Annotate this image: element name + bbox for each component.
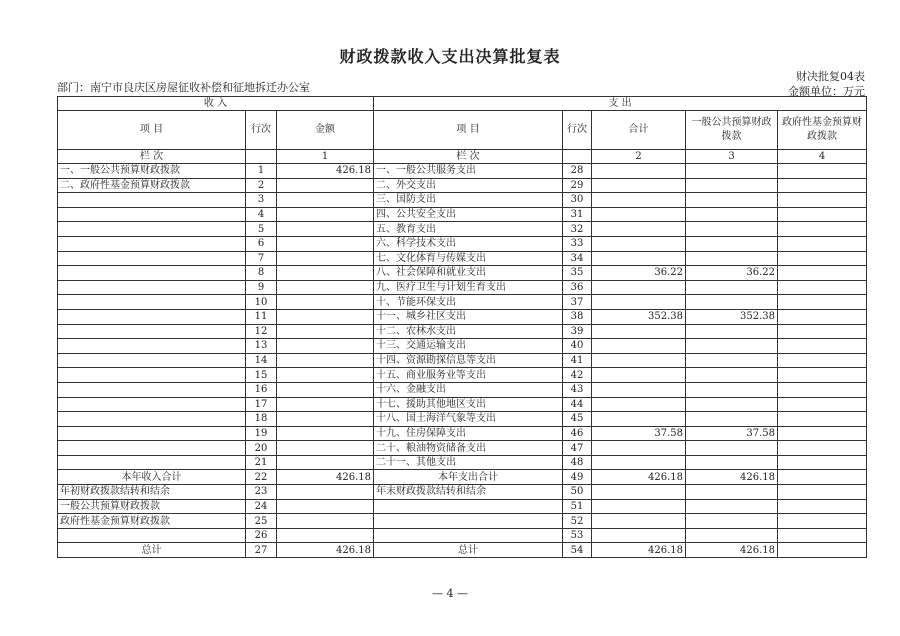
expense-total-header: 合计	[592, 111, 686, 150]
income-item	[58, 266, 246, 281]
income-amount	[277, 368, 374, 383]
income-line: 12	[246, 324, 277, 339]
col-number-1: 1	[277, 150, 374, 164]
income-line: 4	[246, 207, 277, 222]
income-line: 21	[246, 455, 277, 470]
expense-gov-fund	[778, 412, 867, 427]
expense-gov-fund	[778, 426, 867, 441]
column-number-row	[58, 150, 867, 164]
expense-gov-fund	[778, 441, 867, 456]
income-amount	[277, 514, 374, 529]
income-amount	[277, 397, 374, 412]
income-item	[58, 397, 246, 412]
expense-total: 426.18	[592, 470, 686, 485]
col-number-4: 4	[778, 150, 867, 164]
table-row	[58, 164, 867, 179]
income-item	[58, 236, 246, 251]
expense-general: 352.38	[686, 309, 778, 324]
expense-gov-fund	[778, 295, 867, 310]
amount-unit: 金额单位：万元	[788, 85, 865, 98]
income-amount	[277, 426, 374, 441]
expense-line: 38	[563, 309, 592, 324]
form-number: 财决批复04表	[796, 70, 865, 83]
income-amount	[277, 353, 374, 368]
expense-gov-fund	[778, 266, 867, 281]
income-item	[58, 441, 246, 456]
expense-line: 49	[563, 470, 592, 485]
expense-item: 五、教育支出	[374, 222, 563, 237]
expense-general	[686, 528, 778, 543]
expense-item: 十九、住房保障支出	[374, 426, 563, 441]
income-amount	[277, 441, 374, 456]
expense-item: 十八、国土海洋气象等支出	[374, 412, 563, 427]
expense-total	[592, 455, 686, 470]
expense-total: 426.18	[592, 543, 686, 558]
expense-gov-fund	[778, 455, 867, 470]
table-row	[58, 193, 867, 208]
col-number-2: 2	[592, 150, 686, 164]
expense-item: 九、医疗卫生与计划生育支出	[374, 280, 563, 295]
income-line: 6	[246, 236, 277, 251]
table-row	[58, 470, 867, 485]
expense-item	[374, 499, 563, 514]
expense-item: 十、节能环保支出	[374, 295, 563, 310]
income-item	[58, 339, 246, 354]
income-item	[58, 280, 246, 295]
expense-gov-fund	[778, 528, 867, 543]
income-line: 15	[246, 368, 277, 383]
expense-item: 十三、交通运输支出	[374, 339, 563, 354]
expense-general	[686, 441, 778, 456]
general-budget-header: 一般公共预算财政拨款	[686, 111, 778, 150]
income-amount	[277, 382, 374, 397]
income-item	[58, 368, 246, 383]
expense-general	[686, 455, 778, 470]
expense-total	[592, 164, 686, 179]
expense-general	[686, 514, 778, 529]
income-amount	[277, 412, 374, 427]
income-amount: 426.18	[277, 543, 374, 558]
expense-line: 47	[563, 441, 592, 456]
expense-gov-fund	[778, 222, 867, 237]
income-item	[58, 295, 246, 310]
table-row	[58, 222, 867, 237]
expense-gov-fund	[778, 236, 867, 251]
expense-general: 37.58	[686, 426, 778, 441]
expense-item: 十四、资源勘探信息等支出	[374, 353, 563, 368]
expense-item: 十一、城乡社区支出	[374, 309, 563, 324]
income-line: 16	[246, 382, 277, 397]
income-amount	[277, 266, 374, 281]
expense-item: 十七、援助其他地区支出	[374, 397, 563, 412]
expense-total	[592, 339, 686, 354]
income-item	[58, 353, 246, 368]
income-item: 一般公共预算财政拨款	[58, 499, 246, 514]
gov-fund-header: 政府性基金预算财政拨款	[778, 111, 867, 150]
expense-total	[592, 441, 686, 456]
table-row	[58, 397, 867, 412]
income-amount	[277, 236, 374, 251]
income-amount: 426.18	[277, 470, 374, 485]
income-amount	[277, 309, 374, 324]
income-line: 1	[246, 164, 277, 179]
income-amount	[277, 528, 374, 543]
income-line: 23	[246, 485, 277, 500]
income-item	[58, 382, 246, 397]
expense-item: 八、社会保障和就业支出	[374, 266, 563, 281]
table-row	[58, 207, 867, 222]
table-row	[58, 514, 867, 529]
budget-table	[57, 96, 867, 558]
income-line: 20	[246, 441, 277, 456]
table-row	[58, 236, 867, 251]
table-row	[58, 368, 867, 383]
table-row	[58, 455, 867, 470]
expense-line: 31	[563, 207, 592, 222]
expense-total	[592, 251, 686, 266]
expense-line: 34	[563, 251, 592, 266]
expense-item: 二十、粮油物资储备支出	[374, 441, 563, 456]
income-line: 14	[246, 353, 277, 368]
expense-general	[686, 207, 778, 222]
expense-total	[592, 207, 686, 222]
income-amount	[277, 324, 374, 339]
header-row-2	[58, 111, 867, 150]
expense-line: 43	[563, 382, 592, 397]
table-row	[58, 499, 867, 514]
income-amount	[277, 485, 374, 500]
income-item	[58, 412, 246, 427]
income-amount	[277, 295, 374, 310]
income-line-header: 行次	[246, 111, 277, 150]
expense-general	[686, 412, 778, 427]
expense-line: 33	[563, 236, 592, 251]
expense-general	[686, 397, 778, 412]
income-amount: 426.18	[277, 164, 374, 179]
expense-general: 426.18	[686, 470, 778, 485]
expense-gov-fund	[778, 368, 867, 383]
expense-total: 37.58	[592, 426, 686, 441]
expense-total	[592, 295, 686, 310]
income-line: 27	[246, 543, 277, 558]
income-item	[58, 251, 246, 266]
expense-gov-fund	[778, 382, 867, 397]
header-row-1	[58, 97, 867, 111]
income-amount	[277, 207, 374, 222]
expense-total	[592, 499, 686, 514]
expense-line: 28	[563, 164, 592, 179]
expense-total	[592, 280, 686, 295]
income-item	[58, 309, 246, 324]
expense-item: 二十一、其他支出	[374, 455, 563, 470]
income-amount-header: 金额	[277, 111, 374, 150]
table-row	[58, 280, 867, 295]
expense-general	[686, 339, 778, 354]
income-item	[58, 528, 246, 543]
income-line: 13	[246, 339, 277, 354]
expense-item: 年末财政拨款结转和结余	[374, 485, 563, 500]
expense-gov-fund	[778, 339, 867, 354]
col-label: 栏 次	[58, 150, 246, 164]
expense-total	[592, 514, 686, 529]
expense-general	[686, 499, 778, 514]
expense-line: 51	[563, 499, 592, 514]
income-line: 19	[246, 426, 277, 441]
expense-general	[686, 178, 778, 193]
expense-general	[686, 485, 778, 500]
expense-line: 41	[563, 353, 592, 368]
expense-total	[592, 324, 686, 339]
table-row	[58, 441, 867, 456]
expense-item: 六、科学技术支出	[374, 236, 563, 251]
income-amount	[277, 455, 374, 470]
income-amount	[277, 178, 374, 193]
income-line: 25	[246, 514, 277, 529]
income-item	[58, 455, 246, 470]
expense-gov-fund	[778, 353, 867, 368]
expense-general	[686, 164, 778, 179]
expense-gov-fund	[778, 251, 867, 266]
expense-gov-fund	[778, 324, 867, 339]
expense-item: 十二、农林水支出	[374, 324, 563, 339]
expense-item	[374, 514, 563, 529]
expense-line: 36	[563, 280, 592, 295]
expense-total	[592, 236, 686, 251]
income-line: 18	[246, 412, 277, 427]
income-line: 22	[246, 470, 277, 485]
table-row	[58, 485, 867, 500]
income-amount	[277, 193, 374, 208]
income-item: 本年收入合计	[58, 470, 246, 485]
expense-line: 42	[563, 368, 592, 383]
income-line: 8	[246, 266, 277, 281]
col-number-3: 3	[686, 150, 778, 164]
expense-line-header: 行次	[563, 111, 592, 150]
expense-general	[686, 382, 778, 397]
expense-gov-fund	[778, 164, 867, 179]
expense-item: 三、国防支出	[374, 193, 563, 208]
expense-total	[592, 368, 686, 383]
col-label-2: 栏 次	[374, 150, 563, 164]
table-row	[58, 339, 867, 354]
expense-line: 40	[563, 339, 592, 354]
expense-line: 54	[563, 543, 592, 558]
expense-gov-fund	[778, 309, 867, 324]
expense-total: 36.22	[592, 266, 686, 281]
income-item-header: 项 目	[58, 111, 246, 150]
table-row	[58, 266, 867, 281]
expense-line: 45	[563, 412, 592, 427]
table-row	[58, 178, 867, 193]
expense-line: 50	[563, 485, 592, 500]
expense-total	[592, 382, 686, 397]
expense-general	[686, 353, 778, 368]
expense-item: 总计	[374, 543, 563, 558]
table-row	[58, 251, 867, 266]
expense-line: 29	[563, 178, 592, 193]
income-item: 总计	[58, 543, 246, 558]
expense-total	[592, 485, 686, 500]
income-item	[58, 222, 246, 237]
income-amount	[277, 280, 374, 295]
expense-total	[592, 528, 686, 543]
expense-item: 十五、商业服务业等支出	[374, 368, 563, 383]
expense-gov-fund	[778, 280, 867, 295]
expense-general	[686, 193, 778, 208]
expense-general	[686, 324, 778, 339]
expense-item-header: 项 目	[374, 111, 563, 150]
expense-general	[686, 222, 778, 237]
expense-line: 48	[563, 455, 592, 470]
expense-item	[374, 528, 563, 543]
income-line: 11	[246, 309, 277, 324]
expense-total: 352.38	[592, 309, 686, 324]
expense-total	[592, 397, 686, 412]
income-line: 9	[246, 280, 277, 295]
income-line: 5	[246, 222, 277, 237]
expense-general	[686, 236, 778, 251]
expense-gov-fund	[778, 543, 867, 558]
expense-gov-fund	[778, 514, 867, 529]
income-item	[58, 324, 246, 339]
income-item	[58, 193, 246, 208]
expense-line: 53	[563, 528, 592, 543]
income-item: 年初财政拨款结转和结余	[58, 485, 246, 500]
table-row	[58, 324, 867, 339]
expense-total	[592, 193, 686, 208]
income-line: 17	[246, 397, 277, 412]
income-line: 7	[246, 251, 277, 266]
income-item: 二、政府性基金预算财政拨款	[58, 178, 246, 193]
table-row	[58, 309, 867, 324]
page-number: — 4 —	[432, 587, 468, 600]
expense-general	[686, 368, 778, 383]
table-row	[58, 295, 867, 310]
expense-gov-fund	[778, 499, 867, 514]
income-item	[58, 207, 246, 222]
expense-line: 30	[563, 193, 592, 208]
income-line: 24	[246, 499, 277, 514]
expense-general	[686, 251, 778, 266]
expense-total	[592, 178, 686, 193]
income-amount	[277, 339, 374, 354]
income-line: 26	[246, 528, 277, 543]
income-item: 一、一般公共预算财政拨款	[58, 164, 246, 179]
expense-gov-fund	[778, 397, 867, 412]
page-title: 财政拨款收入支出决算批复表	[339, 47, 561, 66]
table-row	[58, 426, 867, 441]
expense-item: 一、一般公共服务支出	[374, 164, 563, 179]
income-amount	[277, 222, 374, 237]
table-row	[58, 543, 867, 558]
expense-line: 39	[563, 324, 592, 339]
table-row	[58, 412, 867, 427]
expense-gov-fund	[778, 178, 867, 193]
expense-item: 七、文化体育与传媒支出	[374, 251, 563, 266]
expense-gov-fund	[778, 485, 867, 500]
expense-line: 37	[563, 295, 592, 310]
expense-general: 36.22	[686, 266, 778, 281]
expense-line: 46	[563, 426, 592, 441]
table-row	[58, 382, 867, 397]
expense-item: 本年支出合计	[374, 470, 563, 485]
expense-line: 52	[563, 514, 592, 529]
income-line: 3	[246, 193, 277, 208]
expense-item: 四、公共安全支出	[374, 207, 563, 222]
income-line: 2	[246, 178, 277, 193]
expense-gov-fund	[778, 207, 867, 222]
income-amount	[277, 499, 374, 514]
expense-general: 426.18	[686, 543, 778, 558]
income-item: 政府性基金预算财政拨款	[58, 514, 246, 529]
expense-total	[592, 353, 686, 368]
department-label: 部门：南宁市良庆区房屋征收补偿和征地拆迁办公室	[57, 81, 310, 94]
table-row	[58, 528, 867, 543]
expense-general	[686, 295, 778, 310]
income-header: 收 入	[58, 97, 374, 111]
expense-header: 支 出	[374, 97, 867, 111]
expense-item: 十六、金融支出	[374, 382, 563, 397]
expense-general	[686, 280, 778, 295]
income-line: 10	[246, 295, 277, 310]
expense-item: 二、外交支出	[374, 178, 563, 193]
income-item	[58, 426, 246, 441]
expense-line: 44	[563, 397, 592, 412]
table-row	[58, 353, 867, 368]
expense-gov-fund	[778, 193, 867, 208]
expense-total	[592, 222, 686, 237]
expense-gov-fund	[778, 470, 867, 485]
income-amount	[277, 251, 374, 266]
expense-total	[592, 412, 686, 427]
expense-line: 32	[563, 222, 592, 237]
expense-line: 35	[563, 266, 592, 281]
